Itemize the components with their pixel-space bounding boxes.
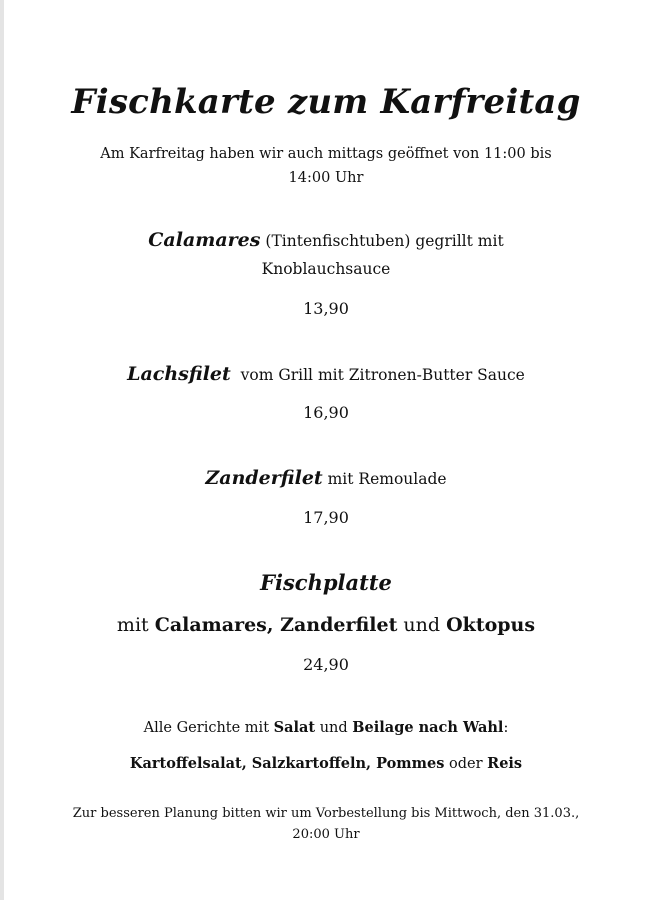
sides-text: Alle Gerichte mit: [143, 720, 274, 736]
dish-name: Lachsfilet: [127, 363, 231, 385]
dish-description: mit Remoulade: [322, 470, 447, 488]
page-title: Fischkarte zum Karfreitag: [71, 82, 581, 122]
platter-text: mit: [116, 614, 155, 636]
dish-description: vom Grill mit Zitronen-Butter Sauce: [230, 366, 525, 384]
sides-options-or: oder: [444, 756, 488, 772]
sides-text: :: [503, 720, 509, 736]
opening-hours-line-2: 14:00 Uhr: [288, 170, 364, 186]
reservation-note-line-1: Zur besseren Planung bitten wir um Vorbestellung bis Mittwoch, den 31.03.,: [72, 806, 580, 821]
dish-price: 17,90: [303, 508, 349, 527]
platter-items: Calamares, Zanderfilet: [154, 614, 398, 636]
dish-lachsfilet: [0, 363, 652, 385]
sides-bold: Salat: [273, 719, 316, 736]
reservation-note-line-2: 20:00 Uhr: [292, 827, 360, 842]
sides-text: und: [315, 720, 353, 736]
sides-options: [0, 755, 652, 772]
dish-description-continued: Knoblauchsauce: [261, 260, 391, 278]
dish-price: 13,90: [303, 299, 349, 318]
platter-name: Fischplatte: [260, 570, 392, 595]
dish-price: 16,90: [303, 403, 349, 422]
sides-bold: Beilage nach Wahl: [352, 719, 504, 736]
platter-price: 24,90: [303, 655, 349, 674]
dish-description: (Tintenfischtuben) gegrillt mit: [260, 232, 504, 250]
dish-zanderfilet: [0, 467, 652, 489]
dish-calamares: [0, 229, 652, 251]
platter-text: und: [397, 614, 447, 636]
dish-name: Zanderfilet: [205, 467, 323, 489]
platter-items: Oktopus: [446, 614, 536, 636]
opening-hours-line-1: Am Karfreitag haben wir auch mittags geöffnet von 11:00 bis: [100, 146, 552, 162]
sides-options-bold: Kartoffelsalat, Salzkartoffeln, Pommes: [129, 755, 445, 772]
dish-name: Calamares: [148, 229, 261, 251]
sides-options-last: Reis: [487, 755, 523, 772]
sides-line: [0, 719, 652, 736]
platter-description: [0, 614, 652, 636]
